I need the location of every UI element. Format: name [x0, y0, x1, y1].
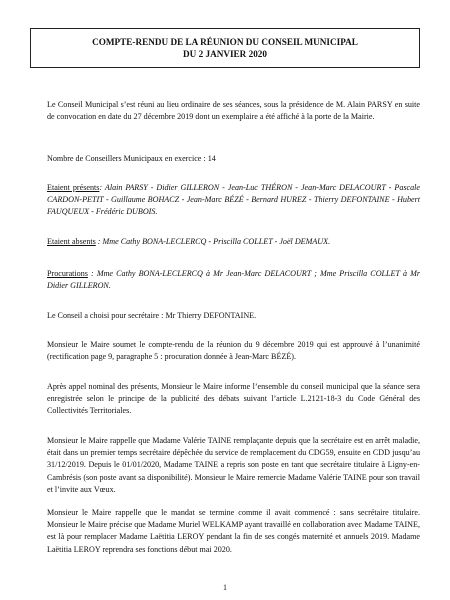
paragraph-presents: [47, 182, 420, 219]
paragraph-remplacement: Monsieur le Maire rappelle que Madame Valérie TAINE remplaçante depuis que la secrétaire est en arrêt maladie, était dans un premier temps secrétaire dépêchée du service de remplacement du CDG59, ensuite en CDD jusqu’au 31/12/2019. Depuis le 01/01/2020, Madame TAINE a repris son poste en tant que secrétaire titulaire à Ligny-en-Cambrésis (son poste avant sa disponibilité). Monsieur le Maire remercie Madame Valérie TAINE pour son travail et l’invite aux Vœux.: [47, 436, 420, 494]
title-line-1: COMPTE-RENDU DE LA RÉUNION DU CONSEIL MUNICIPAL: [92, 37, 358, 47]
presents-label: Etaient présents: [47, 183, 100, 192]
absents-names: : Mme Cathy BONA-LECLERCQ - Priscilla COLLET - Joël DEMAUX.: [95, 237, 331, 246]
presents-names: : Alain PARSY - Didier GILLERON - Jean-Luc THÉRON - Jean-Marc DELACOURT - Pascale CARDON-PETIT - Guillaume BOHACZ - Jean-Marc BÉZÉ - Bernard HUREZ - Thierry DEFONTAINE - Hubert FAUQUEUX - Frédéric DUBOIS.: [47, 183, 421, 217]
paragraph-conseillers-count: Nombre de Conseillers Municipaux en exercice : 14: [47, 154, 216, 163]
paragraph-procurations: [47, 268, 420, 292]
paragraph-secretaire: Le Conseil a choisi pour secrétaire : Mr Thierry DEFONTAINE.: [47, 311, 257, 320]
paragraph-mandat: Monsieur le Maire rappelle que le mandat se termine comme il avait commencé : sans secrétaire titulaire. Monsieur le Maire précise que Madame Muriel WELKAMP ayant travaillé en collaboration avec Madame TAINE, est là pour remplacer Madame Laëtitia LEROY pendant la fin de ses congés maternité et annuels 2019. Madame Laëtitia LEROY reprendra ses fonctions début mai 2020.: [47, 508, 420, 554]
title-box: [30, 28, 420, 68]
absents-label: Etaient absents: [47, 237, 96, 246]
paragraph-convocation: Le Conseil Municipal s’est réuni au lieu ordinaire de ses séances, sous la présidence de M. Alain PARSY en suite de convocation en date du 27 décembre 2019 dont un exemplaire a été affiché à la porte de la Mairie.: [47, 100, 420, 122]
paragraph-approbation: Monsieur le Maire soumet le compte-rendu de la réunion du 9 décembre 2019 qui est approuvé à l’unanimité (rectification page 9, paragraphe 5 : procuration donnée à Jean-Marc BÉZÉ).: [47, 340, 420, 362]
paragraph-appel-nominal: Après appel nominal des présents, Monsieur le Maire informe l’ensemble du conseil municipal que la séance sera enregistrée selon le principe de la publicité des débats suivant l’article L.2121-18-3 du Code Général des Collectivités Territoriales.: [47, 382, 420, 416]
paragraph-absents: [47, 236, 420, 248]
page-number: 1: [223, 583, 227, 592]
title-line-2: DU 2 JANVIER 2020: [183, 49, 267, 59]
procurations-text: : Mme Cathy BONA-LECLERCQ à Mr Jean-Marc DELACOURT ; Mme Priscilla COLLET à Mr Didier GILLERON.: [47, 269, 420, 291]
procurations-label: Procurations: [47, 269, 88, 278]
